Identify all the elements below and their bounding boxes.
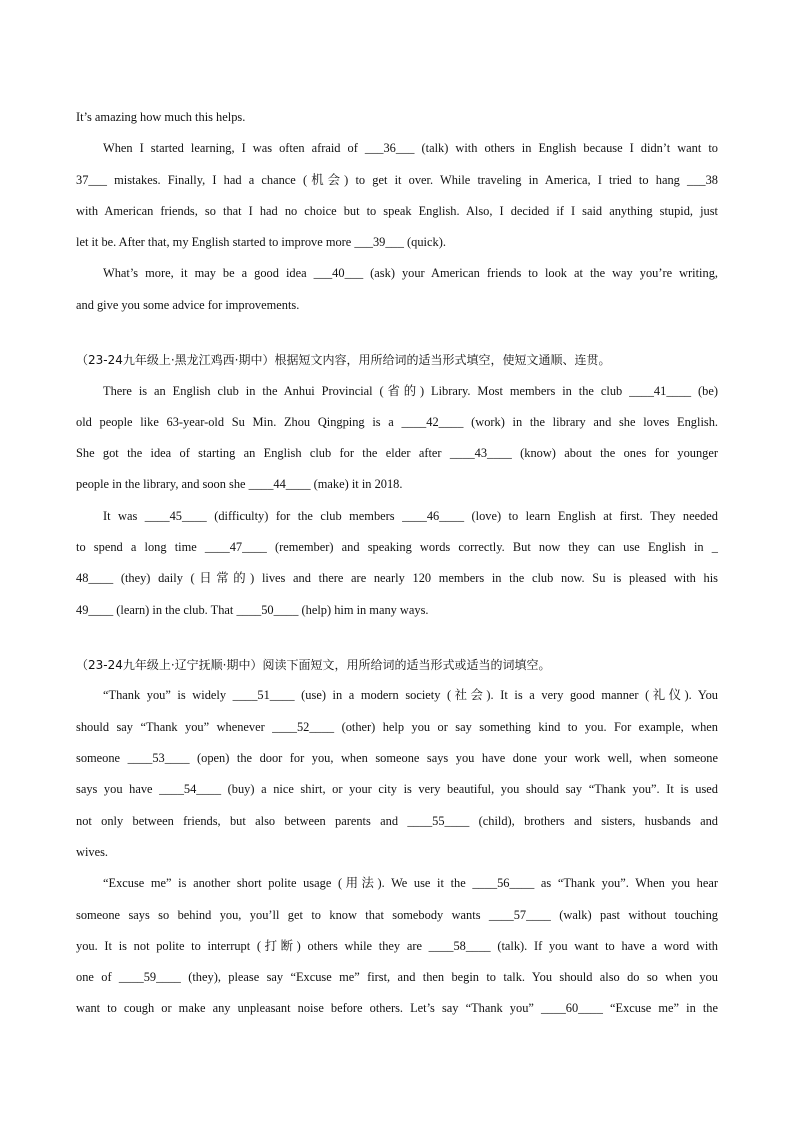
passage-line: says you have ____54____ (buy) a nice shirt, or your city is very beautiful, you should say “Thank you”. It is used <box>76 782 718 797</box>
passage-line: “Excuse me” is another short polite usage (用法). We use it the ____56____ as “Thank you”. When you hear <box>103 876 718 891</box>
passage-line: What’s more, it may be a good idea ___40___ (ask) your American friends to look at the way you’re writing, <box>103 266 718 281</box>
passage-a <box>76 102 718 321</box>
passage-b <box>76 376 718 626</box>
passage-line: should say “Thank you” whenever ____52____ (other) help you or say something kind to you. For example, when <box>76 719 718 734</box>
passage-line: 48____ (they) daily (日常的) lives and there are nearly 120 members in the club now. Su is pleased with his <box>76 571 718 586</box>
passage-line: There is an English club in the Anhui Provincial (省的) Library. Most members in the club ____41____ (be) <box>103 383 718 398</box>
passage-line: you. It is not polite to interrupt (打断) others while they are ____58____ (talk). If you want to have a word with <box>76 938 718 953</box>
passage-line: 49____ (learn) in the club. That ____50____ (help) him in many ways. <box>76 602 429 617</box>
passage-c <box>76 680 718 1024</box>
passage-line: someone says so behind you, you’ll get to know that somebody wants ____57____ (walk) past without touching <box>76 907 718 922</box>
passage-line: not only between friends, but also between parents and ____55____ (child), brothers and sisters, husbands and <box>76 813 718 828</box>
passage-line: someone ____53____ (open) the door for you, when someone says you have done your work well, when someone <box>76 751 718 766</box>
passage-line: “Thank you” is widely ____51____ (use) in a modern society (社会). It is a very good manner (礼仪). You <box>103 688 718 703</box>
passage-line: 37___ mistakes. Finally, I had a chance (机会) to get it over. While traveling in America, I tried to hang ___38 <box>76 172 718 187</box>
passage-line: to spend a long time ____47____ (remember) and speaking words correctly. But now they can use English in _ <box>76 540 718 555</box>
section-b-heading: （23-24九年级上·黑龙江鸡西·期中）根据短文内容，用所给词的适当形式填空，使短文通顺、连贯。 <box>76 353 611 368</box>
section-c-heading: （23-24九年级上·辽宁抚顺·期中）阅读下面短文，用所给词的适当形式或适当的词填空。 <box>76 657 551 672</box>
passage-line: people in the library, and soon she ____44____ (make) it in 2018. <box>76 477 403 492</box>
passage-line: When I started learning, I was often afraid of ___36___ (talk) with others in English because I didn’t want to <box>103 141 718 156</box>
passage-line: wives. <box>76 844 109 859</box>
passage-line: one of ____59____ (they), please say “Excuse me” first, and then begin to talk. You should also do so when you <box>76 970 718 985</box>
passage-line: She got the idea of starting an English club for the elder after ____43____ (know) about the ones for younger <box>76 446 718 461</box>
passage-line: let it be. After that, my English started to improve more ___39___ (quick). <box>76 235 446 250</box>
passage-line: want to cough or make any unpleasant noise before others. Let’s say “Thank you” ____60____ “Excuse me” in the <box>76 1001 718 1016</box>
passage-line: with American friends, so that I had no choice but to speak English. Also, I decided if I said anything stupid, just <box>76 203 718 218</box>
passage-line: old people like 63-year-old Su Min. Zhou Qingping is a ____42____ (work) in the library and she loves English. <box>76 414 718 429</box>
worksheet-page <box>76 102 718 1025</box>
passage-line: It was ____45____ (difficulty) for the club members ____46____ (love) to learn English at first. They needed <box>103 508 718 523</box>
passage-line: and give you some advice for improvements. <box>76 297 300 312</box>
passage-line: It’s amazing how much this helps. <box>76 110 246 124</box>
